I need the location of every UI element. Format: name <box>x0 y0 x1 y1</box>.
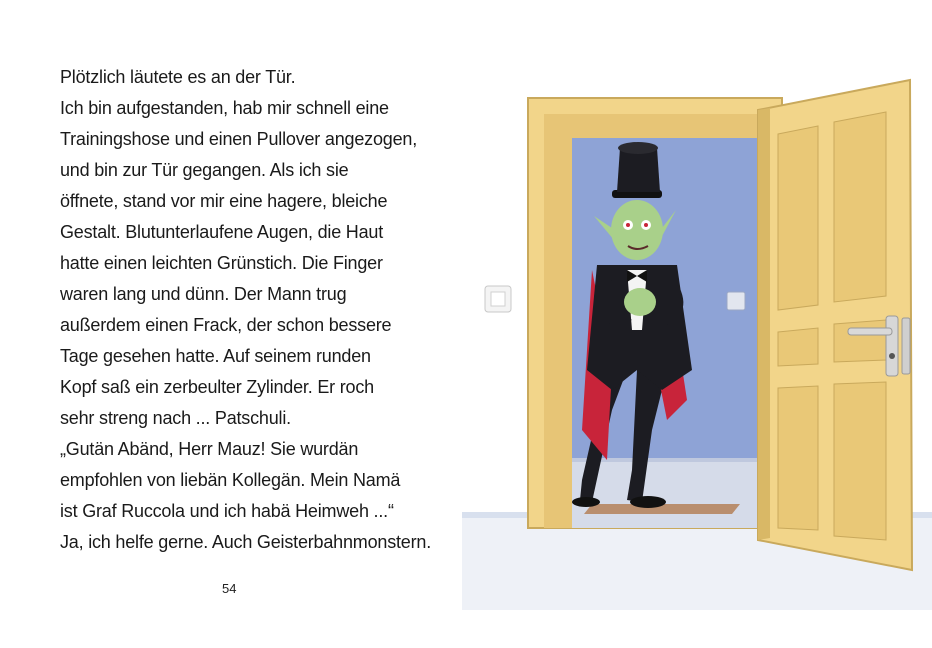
text-line: öffnete, stand vor mir eine hagere, bleiche <box>60 191 388 211</box>
text-line: hatte einen leichten Grünstich. Die Finger <box>60 253 383 273</box>
door-illustration <box>462 70 932 610</box>
hallway-switch <box>727 292 745 310</box>
door-leaf <box>758 80 912 570</box>
text-line: Ich bin aufgestanden, hab mir schnell eine <box>60 98 389 118</box>
door-handle-plate <box>886 316 898 376</box>
text-line: Tage gesehen hatte. Auf seinem runden <box>60 346 371 366</box>
text-line: Kopf saß ein zerbeulter Zylinder. Er roch <box>60 377 374 397</box>
text-line: ist Graf Ruccola und ich habä Heimweh ...“ <box>60 501 394 521</box>
text-line: sehr streng nach ... Patschuli. <box>60 408 291 428</box>
text-line: Plötzlich läutete es an der Tür. <box>60 67 296 87</box>
story-text <box>60 62 450 558</box>
text-line: „Gutän Abänd, Herr Mauz! Sie wurdän <box>60 439 359 459</box>
text-line: Gestalt. Blutunterlaufene Augen, die Haut <box>60 222 384 242</box>
door-handle <box>848 328 892 335</box>
page-number: 54 <box>222 581 237 596</box>
text-line: empfohlen von liebän Kollegän. Mein Namä <box>60 470 401 490</box>
text-line: Trainingshose und einen Pullover angezogen, <box>60 129 417 149</box>
text-line: Ja, ich helfe gerne. Auch Geisterbahnmonstern. <box>60 532 432 552</box>
text-line: außerdem einen Frack, der schon bessere <box>60 315 392 335</box>
text-line: waren lang und dünn. Der Mann trug <box>60 284 347 304</box>
text-line: und bin zur Tür gegangen. Als ich sie <box>60 160 349 180</box>
